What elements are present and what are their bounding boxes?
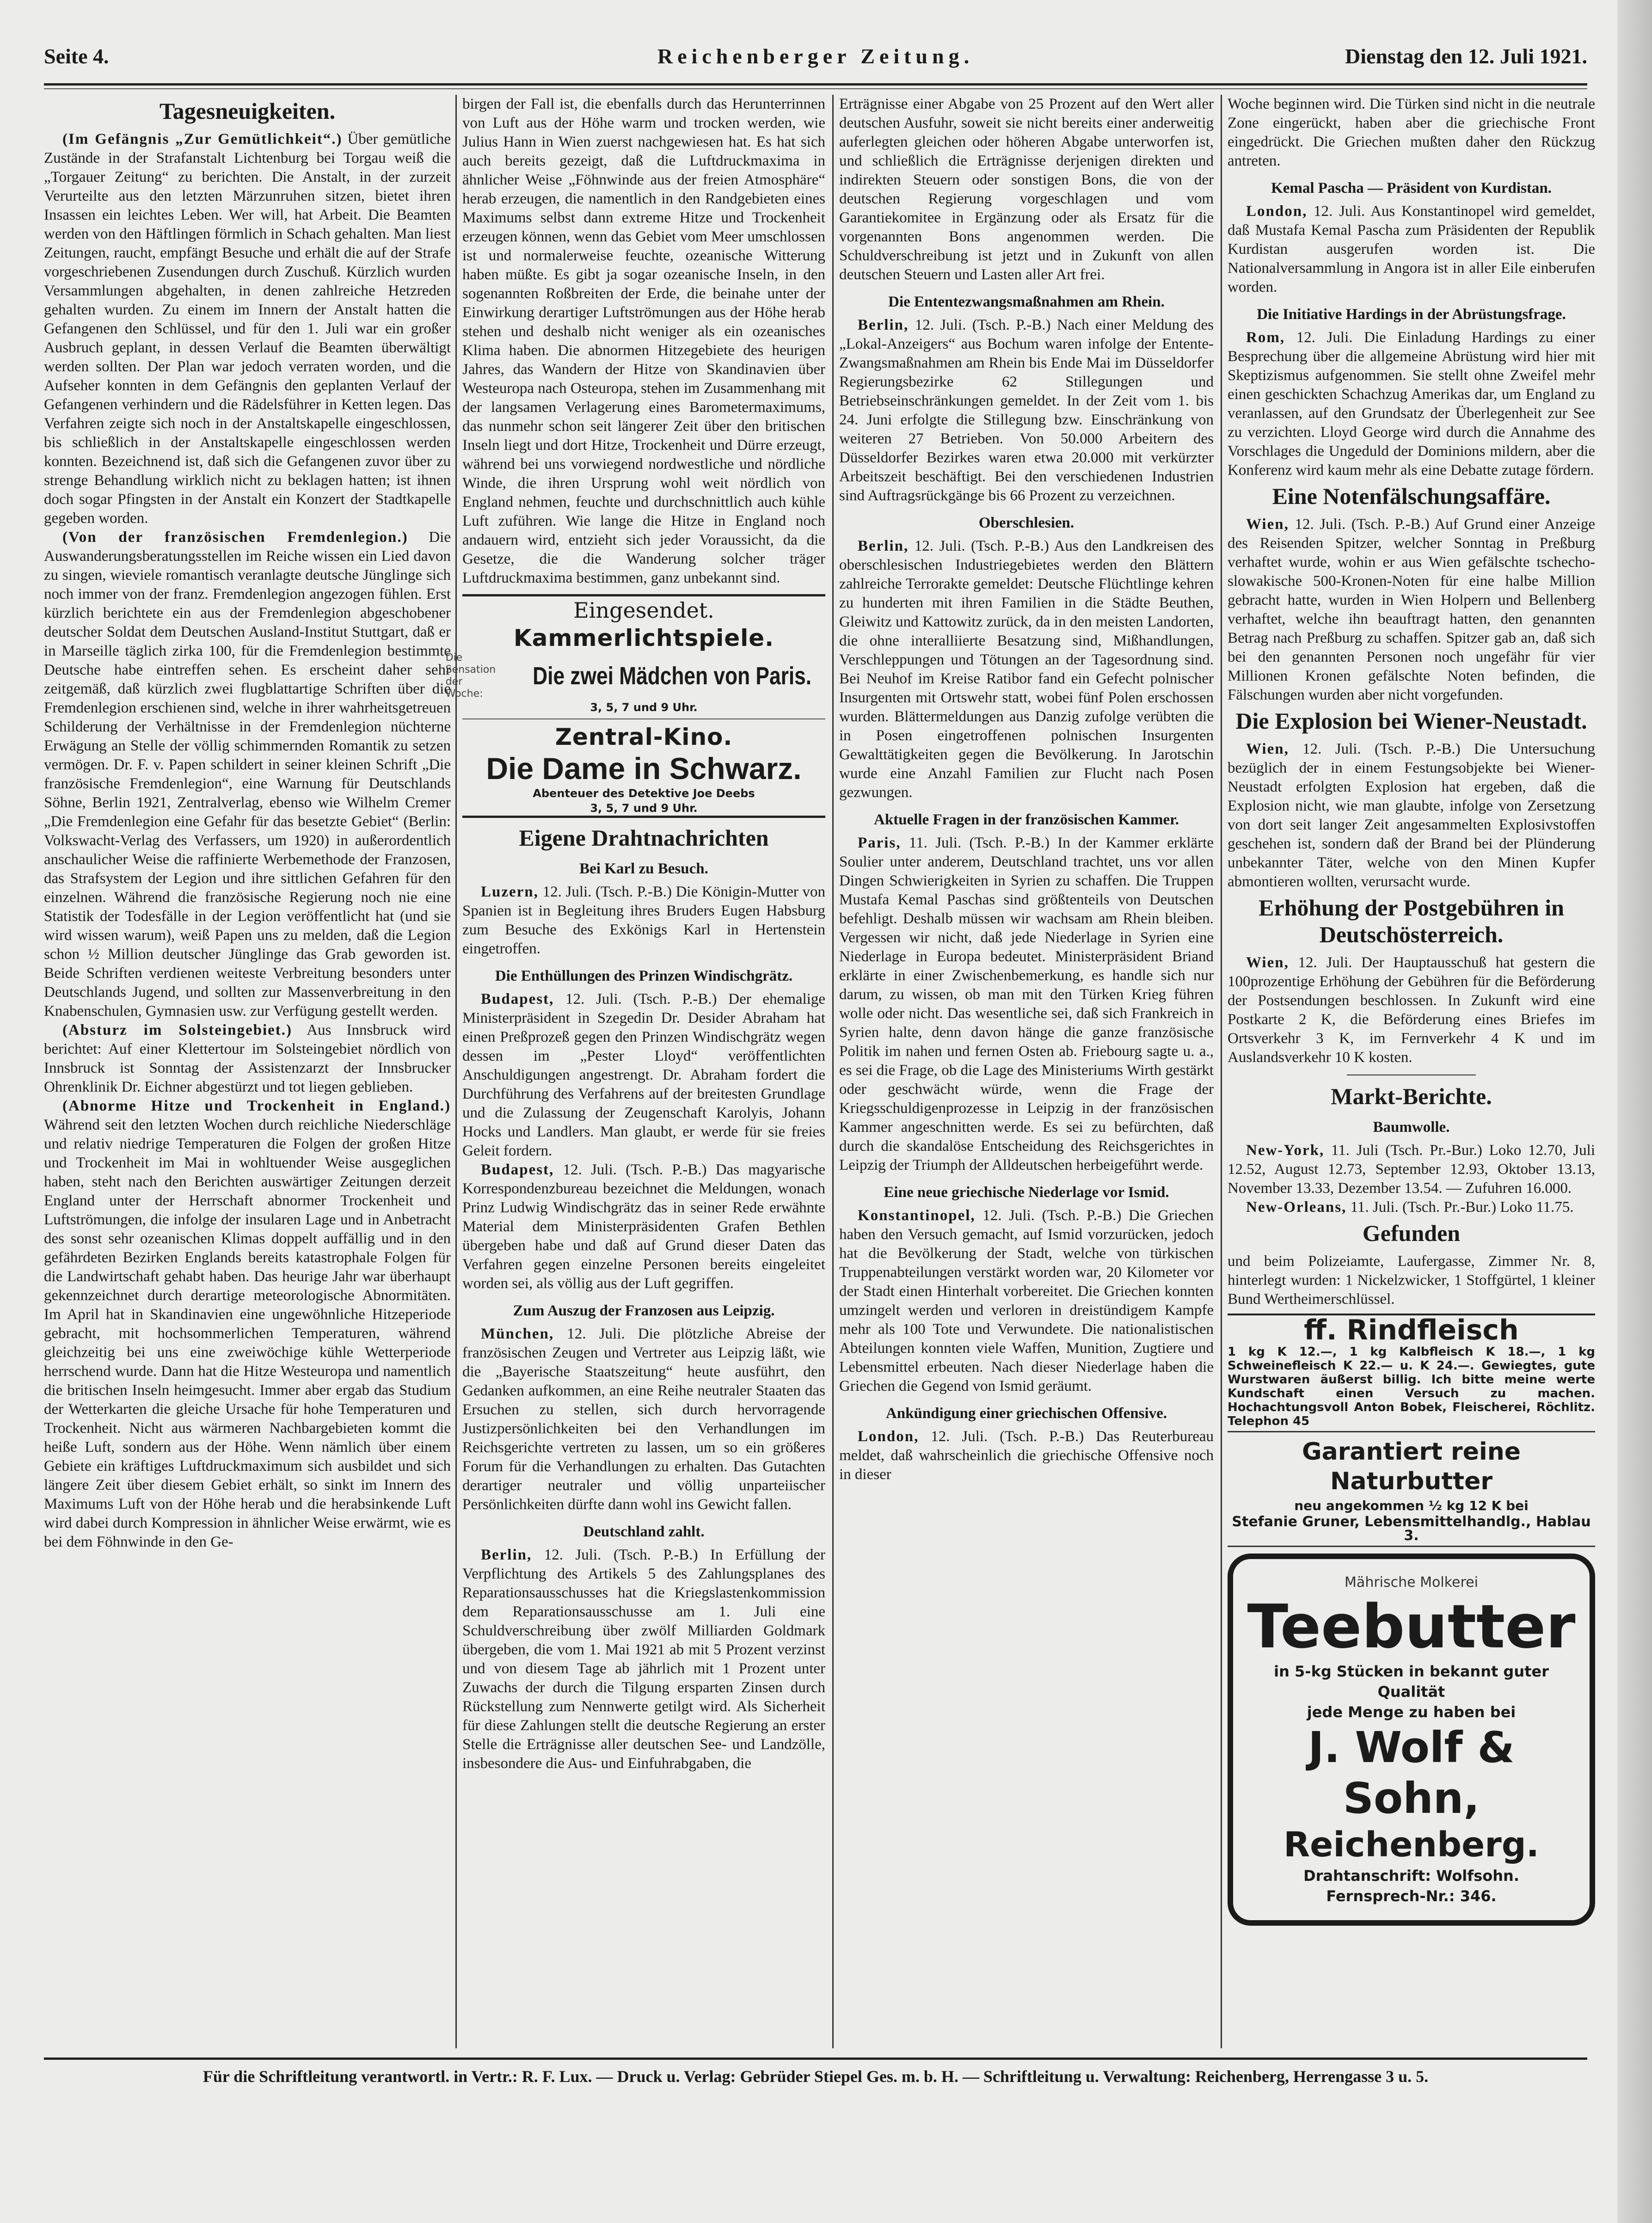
article-headline: Oberschlesien. bbox=[978, 515, 1075, 531]
ad-kicker: Mährische Molkerei bbox=[1345, 1574, 1478, 1590]
column-divider bbox=[1221, 95, 1222, 2048]
dateline: Luzern, bbox=[481, 884, 539, 900]
article-headline: Zum Auszug der Franzosen aus Leipzig. bbox=[513, 1302, 775, 1319]
adjacent-page-edge bbox=[1617, 0, 1652, 2223]
article-paragraph bbox=[1228, 202, 1595, 297]
paragraph-text: 12. Juli. Der Hauptausschuß hat gestern die 100prozentige Erhöhung der Gebühren für die Beförderung der Postsendungen beschlossen. In Zukunft wird eine Postkarte 2 K, die Beförderung eines Briefes im Ortsverkehr 3 K, im Fernverkehr 4 K und im Auslandsverkehr 10 K kosten. bbox=[1228, 954, 1596, 1066]
dateline: London, bbox=[858, 1428, 919, 1445]
masthead-rule bbox=[44, 83, 1587, 89]
article-paragraph bbox=[462, 1161, 825, 1293]
dateline: Wien, bbox=[1246, 954, 1289, 971]
ad-title: Garantiert reine Naturbutter bbox=[1302, 1438, 1521, 1495]
paragraph-text: 12. Juli. (Tsch. P.-B.) Die Königin-Mutter von Spanien ist in Begleitung ihres Bruders Eugen Habsburg zum Besuche des Exkönigs Karl in Hertenstein eingetroffen. bbox=[462, 884, 826, 957]
article-paragraph bbox=[1228, 1198, 1595, 1217]
paragraph-text: 12. Juli. (Tsch. P.-B.) Das Reuterbureau meldet, daß wahrscheinlich die griechische Offensive noch in dieser bbox=[839, 1428, 1214, 1483]
dateline: Berlin, bbox=[858, 317, 909, 333]
article-headline: Bei Karl zu Besuch. bbox=[579, 860, 708, 877]
dateline: Paris, bbox=[858, 835, 901, 851]
article-paragraph bbox=[839, 537, 1214, 802]
ad-title: ff. Rindfleisch bbox=[1228, 1314, 1595, 1345]
paragraph-text: Erträgnisse einer Abgabe von 25 Prozent auf den Wert aller deutschen Ausfuhr, soweit sie nicht bereits einer anderweitig auferlegten gleichen oder höheren Abgabe unterworfen ist, und schließlich die Erträgnisse derjenigen direkten und indirekten Steuern oder sonstigen Bons, die von der deutschen Regierung vorgeschlagen und vom Garantiekomitee in Ergänzung oder als Ersatz für die vorgenannten Bons angenommen werden. Die Schuldverschreibung ist jetzt und in Zukunft von allen deutschen Steuern und Lasten aller Art frei. bbox=[839, 96, 1214, 283]
article-paragraph bbox=[1228, 95, 1595, 171]
paragraph-text: Aus Innsbruck wird berichtet: Auf einer Klettertour im Solsteingebiet nördlich von Innsbruck ist Sonntag der Assistenzarzt der Innsbrucker Ohrenklinik Dr. Eichner abgestürzt und tot liegen geblieben. bbox=[44, 1022, 451, 1095]
paragraph-text: 12. Juli. Aus Konstantinopel wird gemeldet, daß Mustafa Kemal Pascha zum Präsidenten der Republik Kurdistan ausgerufen worden ist. Die Nationalversammlung in Angora ist in aller Eile einberufen worden. bbox=[1228, 203, 1596, 295]
cinema-kicker: Die Sensation der Woche: bbox=[445, 652, 496, 700]
dateline: Budapest, bbox=[481, 1161, 554, 1178]
imprint-footer: Für die Schriftleitung verantwortl. in Vertr.: R. F. Lux. — Druck u. Verlag: Gebrüder Stiepel Ges. m. b. H. — Schriftleitung u. Verwaltung: Reichenberg, Herrengasse 3 u. 5. bbox=[203, 2067, 1429, 2086]
dateline: Konstantinopel, bbox=[858, 1207, 976, 1224]
section-heading: Eine Notenfälschungsaffäre. bbox=[1272, 483, 1551, 509]
article-paragraph bbox=[839, 1427, 1214, 1484]
ad-firm: J. Wolf & Sohn, bbox=[1308, 1723, 1515, 1823]
paragraph-text: 11. Juli. (Tsch. Pr.-Bur.) Loko 11.75. bbox=[1350, 1199, 1574, 1216]
ad-naturbutter bbox=[1228, 1437, 1595, 1547]
article-headline: Deutschland zahlt. bbox=[583, 1523, 705, 1540]
section-heading: Markt-Berichte. bbox=[1331, 1083, 1492, 1109]
show-times: 3, 5, 7 und 9 Uhr. bbox=[590, 802, 698, 815]
paragraph-text: 12. Juli. (Tsch. P.-B.) Nach einer Meldung des „Lokal-Anzeigers“ aus Bochum waren infolge der Entente-Zwangsmaßnahmen am Rhein bis Ende Mai im Düsseldorfer Regierungsbezirke 62 Stillegungen und Betriebseinschränkungen gemeldet. In der Zeit vom 1. bis 24. Juni erfolgte die Stillegung bzw. Einschränkung von weiteren 27 Betrieben. Von 50.000 Arbeitern des Düsseldorfer Bezirkes waren etwa 20.000 mit verkürzter Arbeitszeit beschäftigt. Bei den verschiedenen Industrien sind Auftragsrückgänge bis 66 Prozent zu verzeichnen. bbox=[839, 317, 1214, 504]
paragraph-text: Über gemütliche Zustände in der Strafanstalt Lichtenburg bei Torgau weiß die „Torgauer Zeitung“ zu berichten. Die Anstalt, in der zurzeit Verurteilte aus den letzten Märzunruhen sitzen, bietet ihren Insassen ein leichtes Leben. Wer will, hat Arbeit. Die Beamten werden von den Häftlingen förmlich in Schach gehalten. Man liest Zeitungen, raucht, empfängt Besuche und erhält die auf der Strafe vorgeschriebenen Zusendungen durch Zuschuß. Kürzlich wurden Versammlungen abgehalten, in denen zahlreiche Hetzreden gehalten wurden. Zu einem im Innern der Anstalt hatten die Gefangenen den Schlüssel, und für den 1. Juli war ein großer Ausbruch geplant, in dessen Verlauf die Beamten überwältigt werden sollten. Der Plan war jedoch verraten worden, und die Aufseher konnten in dem Gefängnis den geplanten Verlauf der Gefangenen verhindern und die Rädelsführer in Ketten legen. Das Verfahren zeigte sich noch in der Anstaltskapelle eingeschlossen, bis schließlich in der Anstaltskapelle eingeschlossen werden konnten. Bezeichnend ist, daß sich die Gefangenen zuvor über zu strenge Behandlung wirklich nicht zu beklagen hatten; ist ihnen doch sogar Pfingsten in der Anstalt ein Konzert der Stadtkapelle gegeben worden. bbox=[44, 131, 451, 527]
dateline: Budapest, bbox=[481, 991, 554, 1007]
article-headline: Die Enthüllungen des Prinzen Windischgrätz. bbox=[495, 968, 793, 984]
article-paragraph bbox=[462, 883, 825, 958]
article-paragraph bbox=[462, 1325, 825, 1514]
ad-seller: Stefanie Gruner, Lebensmittelhandlg., Hablau 3. bbox=[1228, 1515, 1595, 1547]
article-paragraph bbox=[1228, 1141, 1595, 1198]
page-number: Seite 4. bbox=[44, 44, 109, 68]
article-paragraph bbox=[44, 130, 451, 528]
paragraph-text: 12. Juli. (Tsch. P.-B.) Die Griechen haben den Versuch gemacht, auf Ismid vorzurücken, jedoch hat die Bevölkerung der Stadt, welche von türkischen Truppenabteilungen verstärkt worden war, 20 Kilometer vor der Stadt einen Hinterhalt vorbereitet. Die Griechen konnten umzingelt werden und verloren in dreistündigem Kampfe mehr als 100 Tote und Verwundete. Die nationalistischen Abteilungen konnten viele Waffen, Munition, Zugtiere und Lebensmittel erbeuten. Nach dieser Niederlage haben die Griechen die Gegend von Ismid geräumt. bbox=[839, 1207, 1214, 1394]
article-paragraph bbox=[839, 95, 1214, 284]
article-headline: Aktuelle Fragen in der französischen Kammer. bbox=[874, 811, 1179, 828]
dateline: Berlin, bbox=[858, 538, 909, 554]
footer-rule bbox=[44, 2057, 1587, 2060]
article-paragraph bbox=[44, 1097, 451, 1552]
dateline: (Im Gefängnis „Zur Gemütlichkeit“.) bbox=[62, 131, 343, 147]
dateline: Rom, bbox=[1246, 329, 1285, 346]
dateline: Wien, bbox=[1246, 741, 1289, 757]
section-heading: Erhöhung der Postgebühren in Deutschösterreich. bbox=[1259, 895, 1564, 947]
cinema-ads bbox=[445, 594, 825, 818]
column-divider bbox=[832, 95, 834, 2048]
paragraph-text: birgen der Fall ist, die ebenfalls durch das Herunterrinnen von Luft aus der Höhe warm und trocken werden, wie Julius Hann in Wien zuerst nachgewiesen hat. Es hat sich auch bereits gezeigt, daß die Luftdruckmaxima in ähnlicher Weise „Föhnwinde aus der freien Atmosphäre“ herab erzeugen, die namentlich in den Randgebieten eines Maximums selbst dann extreme Hitze und Trockenheit erzeugen können, wenn das Gebiet vom Meer umschlossen ist und normalerweise feuchte, ozeanische Witterung haben müßte. Es gibt ja sogar ozeanische Inseln, in den sogenannten Roßbreiten der Erde, die beinahe unter der Einwirkung derartiger Luftströmungen aus der Höhe herab stehen und deshalb nicht weniger als ein ozeanisches Klima haben. Die abnormen Hitzegebiete des heurigen Jahres, das Wandern der Hitze von Skandinavien über Westeuropa nach Osteuropa, stehen im Zusammenhang mit der langsamen Verlagerung eines Barometermaximums, das nunmehr schon seit längerer Zeit über den britischen Inseln liegt und dort Hitze, Trockenheit und Dürre erzeugt, während bei uns vorwiegend nordwestliche und nördliche Winde, die ihren Ursprung wohl weit nördlich von England nehmen, feuchte und durchschnittlich auch kühle Luft zuführen. Wie lange die Hitze in England noch andauern wird, entzieht sich jeder Voraussicht, da die Gesetze, die die Wanderung solcher träger Luftdruckmaxima bestimmen, ganz unbekannt sind. bbox=[462, 96, 825, 586]
article-headline: Kemal Pascha — Präsident von Kurdistan. bbox=[1271, 180, 1552, 197]
film-subtitle: Abenteuer des Detektive Joe Deebs bbox=[533, 787, 755, 800]
article-paragraph bbox=[44, 1021, 451, 1097]
paragraph-text: 12. Juli. (Tsch. P.-B.) Der ehemalige Ministerpräsident in Szegedin Dr. Desider Abraham hat einen Preßprozeß gegen den Prinzen Windischgrätz wegen dessen im „Pester Lloyd“ veröffentlichten Anschuldigungen angestrengt. Dr. Abraham fordert die Durchführung des Verfahrens auf der breitesten Grundlage und die Zulassung der Zeugenschaft Karolyis, Johann Hocks und Landlers. Man glaubt, er werde für sie freies Geleit fordern. bbox=[462, 991, 825, 1159]
paragraph-text: Woche beginnen wird. Die Türken sind nicht in die neutrale Zone eingerückt, haben aber die griechische Front eingedrückt. Die Griechen mußten daher den Rückzug antreten. bbox=[1228, 96, 1595, 169]
ad-title: Teebutter bbox=[1247, 1591, 1576, 1662]
column-3 bbox=[839, 95, 1214, 2048]
column-1 bbox=[44, 95, 451, 2048]
paragraph-text: 12. Juli. (Tsch. P.-B.) Das magyarische Korrespondenzbureau bezeichnet die Meldungen, wonach Prinz Ludwig Windischgrätz das in seiner Rede erwähnte Material dem Ministerpräsidenten Grafen Bethlen übergeben habe und daß auf Grund dieser Daten das Verfahren gegen einzelne Personen bereits eingeleitet worden sei, als völlig aus der Luft gegriffen. bbox=[462, 1161, 826, 1292]
newspaper-title: Reichenberger Zeitung. bbox=[657, 44, 974, 68]
paragraph-text: Die Auswanderungsberatungsstellen im Reiche wissen ein Lied davon zu singen, wieviele romantisch veranlagte deutsche Jünglinge sich noch immer von der franz. Fremdenlegion angezogen fühlen. Erst kürzlich berichtete ein aus der Fremdenlegion abgeschobener deutscher Soldat dem Deutschen Ausland-Institut Stuttgart, daß er in Marseille täglich zirka 100, für die Fremdenlegion bestimmte Deutsche habe eintreffen sehen. Es erscheint daher sehr zeitgemäß, daß kürzlich zwei flugblattartige Schriften über die Fremdenlegion erschienen sind, welche in ihrer wahrheitsgetreuen Schilderung der Verhältnisse in der Fremdenlegion nüchterne Erwägung an Stelle der völlig schimmernden Romantik zu setzen vermögen. Dr. F. v. Papen schildert in seiner kleinen Schrift „Die französische Fremdenlegion“, eine Warnung für Deutschlands Söhne, Berlin 1921, Zentralverlag, ebenso wie Wilhelm Cremer „Die Fremdenlegion eine Gefahr für das besetzte Gebiet“ (Berlin: Volkswacht-Verlag des Verfassers, um 1920) in außerordentlich anschaulicher Weise die raffinierte Werbemethode der Franzosen, das Strafsystem der Legion und ihre sittlichen Gefahren für den einzelnen. Während die französische Regierung noch nie eine Statistik der Todesfälle in der Legion veröffentlicht hat (und sie wird wissen warum), weiß Papen uns zu melden, daß die Legion schon ½ Million deutscher Jünglinge das Grab geworden ist. Beide Schriften verdienen weiteste Verbreitung besonders unter Deutschlands Jugend, und sollten zur Massenverbreitung in den Knabenschulen, Gymnasien usw. zur Verfügung gestellt werden. bbox=[44, 529, 451, 1019]
paragraph-text: 12. Juli. (Tsch. P.-B.) Die Untersuchung bezüglich der in einem Festungsobjekte bei Wiener-Neustadt erfolgten Explosion hat ergeben, daß die Explosion nicht, wie man glaubte, infolge von Zersetzung von dort seit langer Zeit angesammelten Explosivstoffen geschehen ist, sondern daß der Brand bei der Plünderung unbekannter Täter, welche von den Minen Kupfer abmontieren wollten, verursacht wurde. bbox=[1228, 741, 1596, 890]
film-title: Die Dame in Schwarz. bbox=[486, 751, 802, 786]
cinema-name: Kammerlichtspiele. bbox=[513, 625, 774, 651]
section-heading: Tagesneuigkeiten. bbox=[159, 98, 336, 124]
ad-rindfleisch bbox=[1228, 1314, 1595, 1432]
issue-date: Dienstag den 12. Juli 1921. bbox=[1345, 44, 1587, 68]
paragraph-text: 12. Juli. Die Einladung Hardings zu einer Besprechung über die allgemeine Abrüstung wird hier mit Skeptizismus aufgenommen. Sie stellt ohne Zweifel mehr einen geschickten Schachzug Amerikas dar, um England zu veranlassen, auf den Grundsatz der Überlegenheit zur See zu verzichten. Lloyd George wird durch die Annahme des Vorschlages die Ungeduld der Dominions mildern, aber die Konferenz wird kaum mehr als eine Debatte zutage fördern. bbox=[1228, 329, 1595, 479]
ad-line: in 5-kg Stücken in bekannt guter Qualität bbox=[1274, 1663, 1549, 1701]
ad-city: Reichenberg. bbox=[1284, 1825, 1539, 1865]
dateline: München, bbox=[481, 1326, 554, 1342]
article-headline: Die Ententezwangsmaßnahmen am Rhein. bbox=[888, 294, 1165, 310]
article-paragraph bbox=[462, 95, 825, 588]
article-paragraph bbox=[44, 528, 451, 1021]
ad-phone: Fernsprech-Nr.: 346. bbox=[1326, 1887, 1497, 1905]
paragraph-text: 12. Juli. (Tsch. P.-B.) In Erfüllung der Verpflichtung des Artikels 5 des Zahlungsplanes des Reparationsausschusses hat die Kriegslastenkommission dem Reparationsausschusse am 1. Juli eine Schuldverschreibung über zwölf Milliarden Goldmark übergeben, die vom 1. Mai 1921 ab mit 5 Prozent verzinst und von diesem Tage ab jährlich mit 1 Prozent unter Zuwachs der durch die Tilgung ersparten Zinsen durch Rückstellung zum Nennwerte getilgt wird. Als Sicherheit für diese Zahlungen stellt die deutsche Regierung an erster Stelle die Erträgnisse aller deutschen See- und Landzölle, insbesondere die Aus- und Einfuhrabgaben, die bbox=[462, 1547, 826, 1772]
ad-teebutter bbox=[1228, 1554, 1595, 1926]
article-paragraph bbox=[1228, 1252, 1595, 1309]
article-paragraph bbox=[462, 1546, 825, 1773]
dateline: (Abnorme Hitze und Trockenheit in England.) bbox=[62, 1098, 451, 1114]
article-paragraph bbox=[1228, 515, 1595, 705]
paragraph-text: 11. Juli. (Tsch. P.-B.) In der Kammer erklärte Soulier unter anderem, Deutschland trachtet, uns vor allen Dingen Schwierigkeiten in Syrien zu schaffen. Die Truppen Mustafa Kemal Paschas sind größtenteils von Deutschen befehligt. Deshalb müssen wir wachsam am Rhein bleiben. Vergessen wir nicht, daß jede Niederlage in Syrien eine Niederlage in Europa bedeutet. Ministerpräsident Briand erklärte in einer Zwischenbemerkung, es handle sich nur darum, zu wissen, ob man mit den Türken Krieg führen wolle oder nicht. Das wesentliche sei, daß sich Frankreich in Syrien halte, denn davon hänge die ganze französische Politik im nahen und fernen Osten ab. Friebourg sagte u. a., es sei die Frage, ob die Lage des Ministeriums Wirth gestärkt oder geschwächt würde, wenn die Frage der Kriegsschuldigenprozesse in Leipzig in der französischen Kammer angeschnitten werde. Es sei zu befürchten, daß durch die skandalöse Entscheidung des Reichsgerichtes in Leipzig der Triumph der Alldeutschen herbeigeführt werde. bbox=[839, 835, 1214, 1173]
article-headline: Die Initiative Hardings in der Abrüstungsfrage. bbox=[1257, 306, 1566, 323]
section-eingesendet: Eingesendet. bbox=[573, 598, 714, 623]
article-headline: Ankündigung einer griechischen Offensive. bbox=[885, 1405, 1167, 1422]
article-headline: Baumwolle. bbox=[1373, 1119, 1450, 1136]
masthead bbox=[44, 44, 1587, 76]
section-heading: Die Explosion bei Wiener-Neustadt. bbox=[1235, 708, 1587, 734]
ad-line: jede Menge zu haben bei bbox=[1307, 1703, 1516, 1721]
dateline: London, bbox=[1246, 203, 1308, 220]
article-paragraph bbox=[1228, 740, 1595, 891]
paragraph-text: Während seit den letzten Wochen durch reichliche Niederschläge und relativ niedrige Temperaturen die Folgen der großen Hitze und Trockenheit im Mai in wohltuender Weise ausgeglichen haben, steht nach den Berichten auswärtiger Zeitungen derzeit England unter der Herrschaft abnormer Trockenheit und Luftströmungen, die infolge der insularen Lage und in Anbetracht des sonst sehr ozeanischen Klimas doppelt auffällig und in den gefährdeten Bezirken Englands bereits katastrophale Folgen für die Landwirtschaft gehabt haben. Das heurige Jahr war überhaupt gekennzeichnet durch derartige meteorologische Abnormitäten. Im April hat in Skandinavien eine ungewöhnliche Hitzeperiode gebracht, mit hochsommerlichen Temperaturen, während gleichzeitig bei uns eine zweiwöchige kühle Wetterperiode herrschend wurde. Dann hat die Hitze Westeuropa und namentlich die britischen Inseln heimgesucht. Immer aber ergab das Studium der Wetterkarten die gleiche Ursache für hohe Temperaturen und Trockenheit. Nicht aus wärmeren Nachbargebieten kommt die heiße Luft, sondern aus der Höhe. Wenn nämlich über einem Gebiete ein kräftiges Luftdruckmaximum sich ausbildet und sich längere Zeit über diesem Gebiet erhält, so sinkt im Innern des Maximums Luft von der Höhe herab und die herabsinkende Luft wird dabei durch Kompression in ähnlicher Weise erwärmt, wie es bei dem Föhnwinde in den Ge- bbox=[44, 1117, 451, 1550]
paragraph-text: 12. Juli. (Tsch. P.-B.) Aus den Landkreisen des oberschlesischen Industriegebietes werden den Blättern zahlreiche Terrorakte gemeldet: Deutsche Flüchtlinge kehren zu hunderten mit ihren Familien in die Städte Beuthen, Gleiwitz und Kattowitz zurück, da in den meisten Landorten, die ohne interalliierte Besatzung sind, Mißhandlungen, Verschleppungen und Tötungen an der Tagesordnung sind. Bei Neuhof im Kreise Ratibor fand ein Gefecht polnischer Insurgenten mit Ortswehr statt, wobei fünf Polen erschossen wurden. Blättermeldungen aus Danzig zufolge verübten die in Posen eingetroffenen polnischen Insurgenten Gewalttätigkeiten gegen die Bevölkerung. In Jarotschin wurde eine Anzahl Familien zur Flucht nach Posen gezwungen. bbox=[839, 538, 1214, 801]
dateline: Wien, bbox=[1246, 516, 1289, 533]
article-paragraph bbox=[839, 316, 1214, 505]
dateline: Berlin, bbox=[481, 1547, 532, 1563]
paragraph-text: und beim Polizeiamte, Laufergasse, Zimmer Nr. 8, hinterlegt wurden: 1 Nickelzwicker, 1 Stoffgürtel, 1 kleiner Bund Wertheimerschlüssel. bbox=[1228, 1253, 1595, 1308]
show-times: 3, 5, 7 und 9 Uhr. bbox=[590, 701, 698, 714]
article-paragraph bbox=[839, 834, 1214, 1175]
article-paragraph bbox=[462, 990, 825, 1161]
paragraph-text: 12. Juli. Die plötzliche Abreise der französischen Zeugen und Vertreter aus Leipzig läßt, wie die „Bayerische Staatszeitung“ heute ausführt, den Gedanken aufkommen, an eine Reihe neutraler Staaten das Ersuchen zu stellen, sich durch hervorragende Justizpersönlichkeiten bei den Verhandlungen im Reichsgerichte vertreten zu lassen, um so ein größeres Forum für die Verhandlungen zu erhalten. Das Gutachten derartiger neutraler und völlig unparteiischer Persönlichkeiten dürfte dann wohl ins Gewicht fallen. bbox=[462, 1326, 825, 1513]
cinema-name: Zentral-Kino. bbox=[555, 724, 733, 750]
article-paragraph bbox=[839, 1206, 1214, 1396]
dateline: (Absturz im Solsteingebiet.) bbox=[62, 1022, 292, 1038]
article-paragraph bbox=[1228, 328, 1595, 480]
ad-body: 1 kg K 12.—, 1 kg Kalbfleisch K 18.—, 1 kg Schweinefleisch K 22.— u. K 24.—. Gewiegtes, gute Wurstwaren äußerst billig. Ich bitte meine werte Kundschaft einen Versuch zu machen. Hochachtungsvoll Anton Bobek, Fleischerei, Röchlitz. Telephon 45 bbox=[1228, 1345, 1595, 1432]
dateline: (Von der französischen Fremdenlegion.) bbox=[62, 529, 408, 546]
column-divider bbox=[455, 95, 457, 2048]
section-heading: Gefunden bbox=[1362, 1220, 1461, 1246]
film-title: Die zwei Mädchen von Paris. bbox=[533, 662, 812, 690]
dateline: New-Orleans, bbox=[1246, 1199, 1347, 1216]
paragraph-text: 11. Juli (Tsch. Pr.-Bur.) Loko 12.70, Juli 12.52, August 12.73, September 12.93, Oktober 13.13, November 13.33, Dezember 13.54. — Zufuhren 16.000. bbox=[1228, 1142, 1595, 1197]
section-heading: Eigene Drahtnachrichten bbox=[519, 825, 769, 851]
dateline: New-York, bbox=[1246, 1142, 1325, 1159]
ad-line: neu angekommen ½ kg 12 K bei bbox=[1294, 1498, 1529, 1513]
column-4 bbox=[1228, 95, 1595, 2048]
paragraph-text: 12. Juli. (Tsch. P.-B.) Auf Grund einer Anzeige des Reisenden Spitzer, welcher Sonntag in Preßburg verhaftet wurde, wohin er aus Wien gefälschte tschecho-slowakische 500-Kronen-Noten für eine halbe Million gebracht hatte, wurden in Wien Holpern und Bellenberg verhaftet, welche ihn beauftragt hatten, den genannten Betrag nach Preßburg zu schaffen. Spitzer gab an, daß sich bei den genannten Personen noch ungefähr für vier Millionen Kronen gefälschte Noten befinden, die Fälschungen wurden aber nicht vorgefunden. bbox=[1228, 516, 1596, 703]
ad-wire-address: Drahtanschrift: Wolfsohn. bbox=[1303, 1867, 1519, 1885]
column-2 bbox=[445, 95, 826, 2048]
article-paragraph bbox=[1228, 953, 1595, 1067]
article-headline: Eine neue griechische Niederlage vor Ismid. bbox=[884, 1184, 1169, 1201]
